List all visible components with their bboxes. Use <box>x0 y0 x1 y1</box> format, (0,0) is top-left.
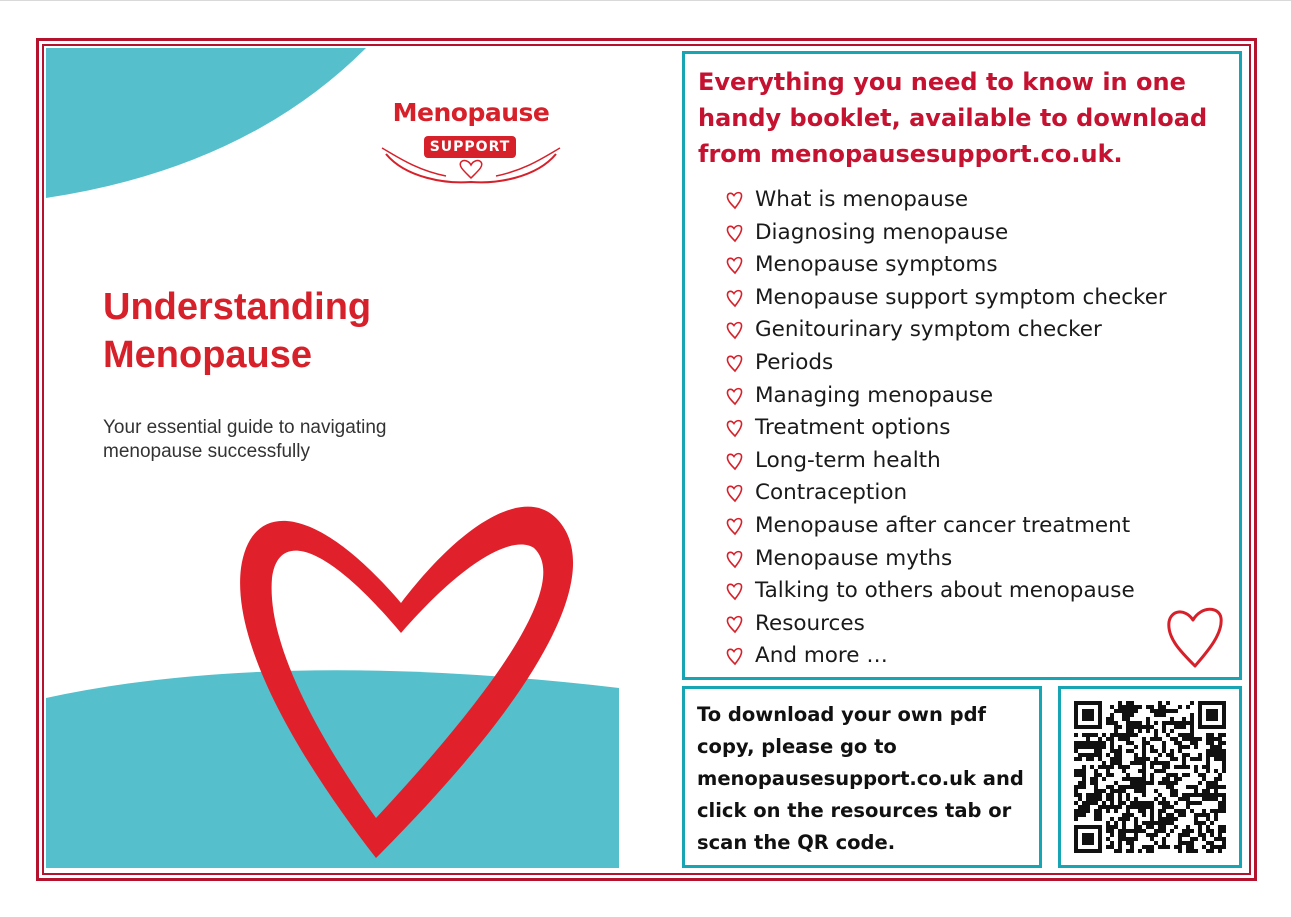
topic-item <box>725 347 1167 380</box>
topic-label: What is menopause <box>755 187 969 212</box>
logo-title: Menopause <box>392 98 550 127</box>
heart-outline-icon <box>725 516 745 536</box>
cover-subtitle: Your essential guide to navigating menopause successfully <box>103 417 387 462</box>
topic-item <box>725 575 1167 608</box>
download-instructions-panel <box>682 686 1042 868</box>
heart-outline-icon <box>725 386 745 406</box>
topic-item <box>725 543 1167 576</box>
heart-outline-icon <box>725 320 745 340</box>
topic-item <box>725 608 1167 641</box>
topic-label: Menopause symptoms <box>755 252 998 278</box>
heart-outline-icon <box>725 451 745 471</box>
heart-outline-icon <box>725 190 745 210</box>
qr-code-icon[interactable] <box>1074 701 1226 853</box>
download-instructions: To download your own pdf copy, please go to menopausesupport.co.uk and click on the resources tab or scan the QR code. <box>697 703 1024 854</box>
topic-item <box>725 412 1167 445</box>
heart-outline-icon <box>725 288 745 308</box>
topic-label: Genitourinary symptom checker <box>755 317 1102 343</box>
heart-outline-icon <box>725 223 745 243</box>
cover-title-line-1: Understanding <box>103 286 372 328</box>
topic-item <box>725 217 1167 250</box>
cover-top-teal-shape <box>46 48 366 198</box>
menopause-support-logo <box>376 98 566 188</box>
heart-outline-icon <box>725 581 745 601</box>
heart-outline-icon <box>725 614 745 634</box>
page-top-rule <box>0 0 1291 1</box>
topic-label: Long-term health <box>755 447 941 473</box>
topic-item <box>725 477 1167 510</box>
topic-label: Menopause support symptom checker <box>755 284 1167 310</box>
topic-label: Treatment options <box>755 415 951 441</box>
topic-item <box>725 249 1167 282</box>
topic-item <box>725 510 1167 543</box>
logo-badge: SUPPORT <box>424 136 516 158</box>
topic-item <box>725 380 1167 413</box>
heart-outline-icon <box>1163 604 1227 670</box>
heart-outline-icon <box>725 255 745 275</box>
topic-label: And more … <box>755 643 888 669</box>
qr-code-panel <box>1058 686 1242 868</box>
topic-label: Talking to others about menopause <box>755 578 1135 604</box>
cover-title-line-2: Menopause <box>103 334 313 376</box>
topic-item <box>725 314 1167 347</box>
heart-outline-icon <box>725 353 745 373</box>
topic-label: Resources <box>755 610 865 636</box>
booklet-info-panel <box>682 51 1242 680</box>
cover-title <box>103 283 523 379</box>
topic-label: Menopause after cancer treatment <box>755 512 1131 538</box>
topics-list <box>725 184 1167 673</box>
topic-label: Contraception <box>755 480 908 506</box>
topic-label: Managing menopause <box>755 382 994 408</box>
heart-outline-icon <box>725 483 745 503</box>
info-headline: Everything you need to know in one handy booklet, available to download from menopausesupport.co.uk. <box>698 68 1208 168</box>
heart-outline-icon <box>725 549 745 569</box>
booklet-cover <box>46 48 619 868</box>
topic-item <box>725 282 1167 315</box>
topic-label: Menopause myths <box>755 545 953 571</box>
topic-item <box>725 184 1167 217</box>
topic-label: Periods <box>755 349 834 375</box>
heart-outline-icon <box>725 646 745 666</box>
heart-outline-icon <box>725 418 745 438</box>
topic-item <box>725 445 1167 478</box>
topic-label: Diagnosing menopause <box>755 219 1009 245</box>
topic-item <box>725 640 1167 673</box>
